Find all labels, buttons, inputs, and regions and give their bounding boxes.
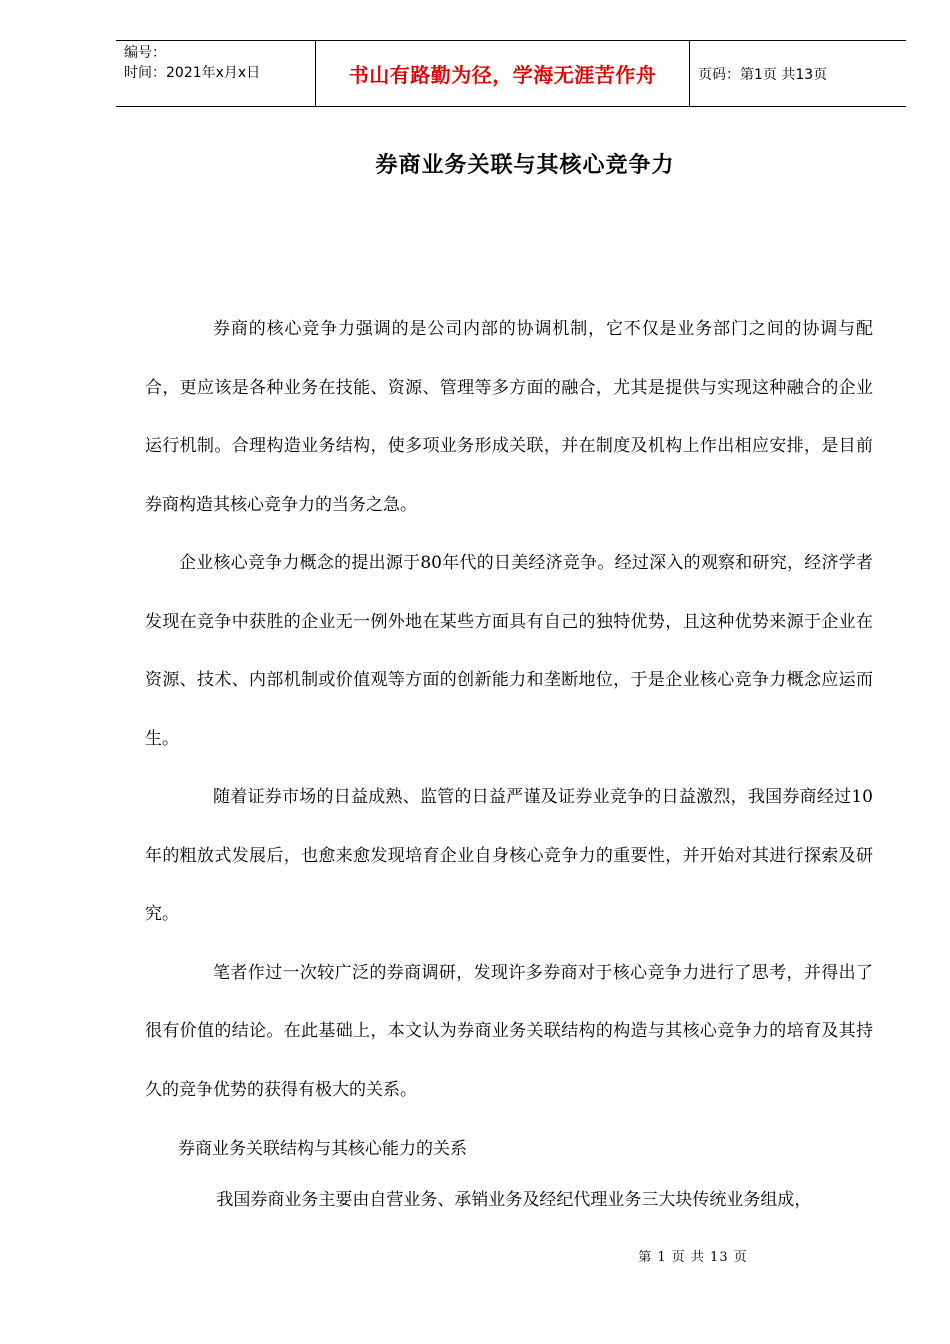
header-motto: 书山有路勤为径，学海无涯苦作舟	[316, 41, 690, 106]
paragraph-4: 笔者作过一次较广泛的券商调研，发现许多券商对于核心竞争力进行了思考，并得出了很有价值的结论。在此基础上，本文认为券商业务关联结构的构造与其核心竞争力的培育及其持久的竞争优势的获得有极大的关系。	[145, 962, 873, 1100]
paragraph-5: 我国券商业务主要由自营业务、承销业务及经纪代理业务三大块传统业务组成，	[216, 1190, 812, 1210]
header-table	[116, 40, 906, 107]
paragraph-2: 企业核心竞争力概念的提出源于80年代的日美经济竞争。经过深入的观察和研究，经济学者发现在竞争中获胜的企业无一例外地在某些方面具有自己的独特优势，且这种优势来源于企业在资源、技术、内部机制或价值观等方面的创新能力和垄断地位，于是企业核心竞争力概念应运而生。	[145, 553, 873, 749]
header-time-label: 时间：2021年x月x日	[124, 65, 261, 81]
page-footer: 第 1 页 共 13 页	[638, 1250, 748, 1265]
body-text	[145, 300, 873, 1119]
header-meta-cell	[116, 41, 316, 106]
paragraph-1: 券商的核心竞争力强调的是公司内部的协调机制，它不仅是业务部门之间的协调与配合，更应该是各种业务在技能、资源、管理等多方面的融合，尤其是提供与实现这种融合的企业运行机制。合理构造业务结构，使多项业务形成关联，并在制度及机构上作出相应安排，是目前券商构造其核心竞争力的当务之急。	[145, 319, 873, 515]
document-title: 券商业务关联与其核心竞争力	[375, 152, 675, 178]
header-code-label: 编号：	[124, 45, 166, 61]
header-page-info: 页码：第1页 共13页	[698, 66, 828, 83]
section-heading: 券商业务关联结构与其核心能力的关系	[178, 1139, 467, 1159]
paragraph-3: 随着证券市场的日益成熟、监管的日益严谨及证券业竞争的日益激烈，我国券商经过10年的粗放式发展后，也愈来愈发现培育企业自身核心竞争力的重要性，并开始对其进行探索及研究。	[145, 787, 873, 924]
